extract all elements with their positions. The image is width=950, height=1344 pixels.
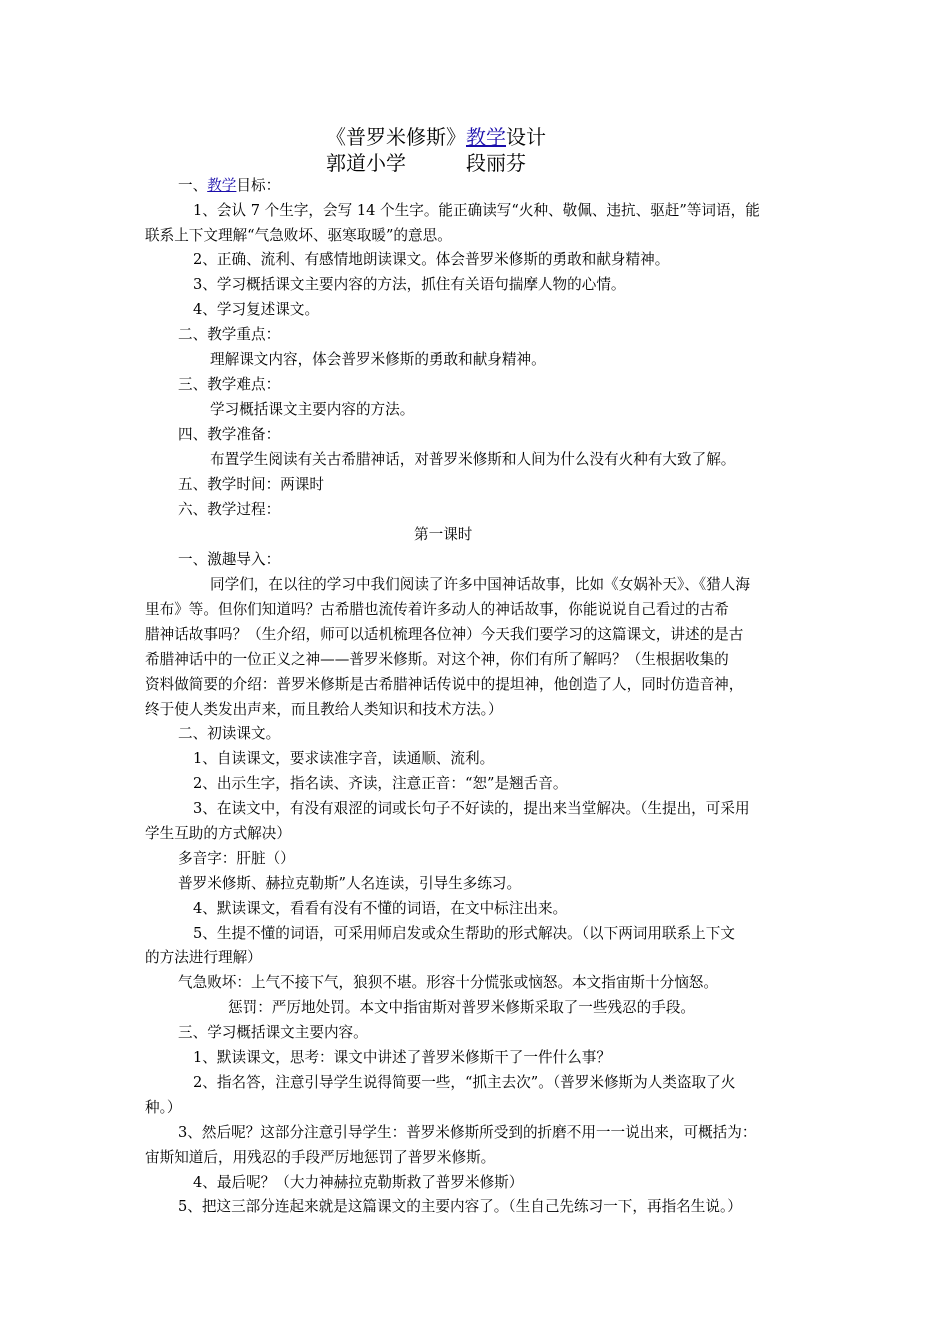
text-line: 学习概括课文主要内容的方法。: [210, 401, 415, 418]
author-name: 段丽芬: [466, 151, 526, 175]
text-line: 联系上下文理解“气急败坏、驱寒取暖”的意思。: [145, 227, 452, 244]
title-text-pre: 《普罗米修斯》: [326, 125, 466, 149]
text-line: 3、学习概括课文主要内容的方法，抓住有关语句揣摩人物的心情。: [193, 276, 626, 293]
text-line: 里布》等。但你们知道吗？古希腊也流传着许多动人的神话故事，你能说说自己看过的古希: [145, 601, 729, 618]
text-line: 多音字：肝脏（）: [178, 850, 295, 867]
section-heading: 二、教学重点：: [178, 326, 281, 343]
section-heading: 四、教学准备：: [178, 426, 281, 443]
section-label: 目标：: [236, 177, 281, 194]
text-line: 5、把这三部分连起来就是这篇课文的主要内容了。（生自己先练习一下，再指名生说。）: [178, 1198, 742, 1215]
text-line: 终于使人类发出声来，而且教给人类知识和技术方法。）: [145, 701, 503, 718]
section-heading: 二、初读课文。: [178, 725, 281, 742]
section-heading: 三、教学难点：: [178, 376, 281, 393]
section-number: 一、: [178, 177, 208, 194]
section-objectives-heading: [178, 176, 280, 196]
text-line: 2、正确、流利、有感情地朗读课文。体会普罗米修斯的勇敢和献身精神。: [193, 251, 670, 268]
text-line: 惩罚：严厉地处罚。本文中指宙斯对普罗米修斯采取了一些残忍的手段。: [228, 999, 696, 1016]
document-title: [326, 124, 546, 150]
text-line: 资料做简要的介绍：普罗米修斯是古希腊神话传说中的提坦神，他创造了人，同时仿造音神，: [145, 676, 744, 693]
text-line: 希腊神话中的一位正义之神——普罗米修斯。对这个神，你们有所了解吗？（生根据收集的: [145, 651, 729, 668]
text-line: 普罗米修斯、赫拉克勒斯”人名连读，引导生多练习。: [178, 875, 522, 892]
text-line: 5、生提不懂的词语，可采用师启发或众生帮助的形式解决。（以下两词用联系上下文: [193, 925, 735, 942]
text-line: 气急败坏：上气不接下气，狼狈不堪。形容十分慌张或恼怒。本文指宙斯十分恼怒。: [178, 974, 718, 991]
text-line: 布置学生阅读有关古希腊神话，对普罗米修斯和人间为什么没有火种有大致了解。: [210, 451, 736, 468]
text-line: 1、默读课文，思考：课文中讲述了普罗米修斯干了一件什么事？: [193, 1049, 611, 1066]
text-line: 4、最后呢？（大力神赫拉克勒斯救了普罗米修斯）: [193, 1174, 524, 1191]
section-heading: 五、教学时间：两课时: [178, 476, 324, 493]
text-line: 1、自读课文，要求读准字音，读通顺、流利。: [193, 750, 495, 767]
section-heading: 三、学习概括课文主要内容。: [178, 1024, 368, 1041]
text-line: 3、然后呢？这部分注意引导学生：普罗米修斯所受到的折磨不用一一说出来，可概括为：: [178, 1124, 757, 1141]
text-line: 的方法进行理解）: [145, 949, 262, 966]
text-line: 4、学习复述课文。: [193, 301, 320, 318]
text-line: 种。）: [145, 1099, 182, 1116]
section-heading: 一、激趣导入：: [178, 551, 281, 568]
text-line: 2、出示生字，指名读、齐读，注意正音：“恕”是翘舌音。: [193, 775, 568, 792]
text-line: 理解课文内容，体会普罗米修斯的勇敢和献身精神。: [210, 351, 546, 368]
text-line: 2、指名答，注意引导学生说得简要一些，“抓主去次”。（普罗米修斯为人类盗取了火: [193, 1074, 736, 1091]
text-line: 4、默读课文，看看有没有不懂的词语，在文中标注出来。: [193, 900, 568, 917]
section-link-jiaoxue[interactable]: 教学: [207, 177, 237, 194]
text-line: 腊神话故事吗？（生介绍，师可以适机梳理各位神）今天我们要学习的这篇课文，讲述的是古: [145, 626, 744, 643]
section-heading: 六、教学过程：: [178, 501, 281, 518]
text-line: 学生互助的方式解决）: [145, 825, 291, 842]
text-line: 同学们，在以往的学习中我们阅读了许多中国神话故事，比如《女娲补天》、《猎人海: [210, 576, 750, 593]
text-line: 3、在读文中，有没有艰涩的词或长句子不好读的，提出来当堂解决。（生提出，可采用: [193, 800, 750, 817]
text-line: 1、会认 7 个生字，会写 14 个生字。能正确读写“火种、敬佩、违抗、驱赶”等词语，能: [193, 202, 760, 219]
title-link-jiaoxue[interactable]: 教学: [466, 125, 506, 149]
title-text-post: 设计: [506, 125, 546, 149]
school-name: 郭道小学: [326, 151, 406, 175]
lesson-heading: 第一课时: [414, 526, 473, 543]
text-line: 宙斯知道后，用残忍的手段严厉地惩罚了普罗米修斯。: [145, 1149, 496, 1166]
byline: [326, 150, 526, 176]
